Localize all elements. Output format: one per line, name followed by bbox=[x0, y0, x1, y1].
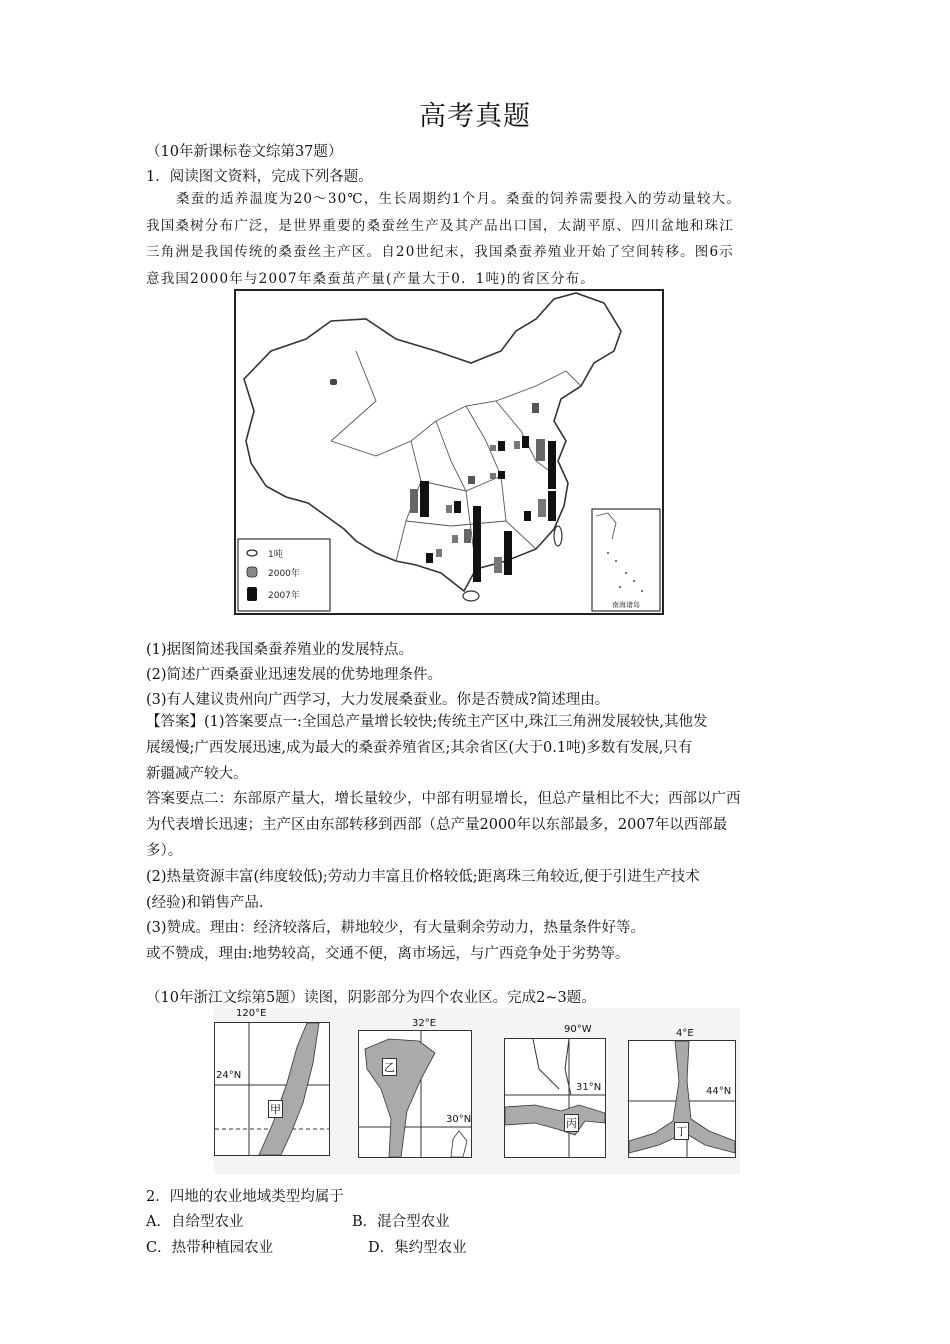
answer-line: 或不赞成，理由:地势较高，交通不便，离市场远，与广西竞争处于劣势等。 bbox=[146, 946, 630, 963]
china-silkworm-map bbox=[234, 289, 664, 615]
agricultural-regions-figure bbox=[214, 1008, 740, 1174]
marker-chongqing bbox=[446, 501, 461, 513]
answer-line: (经验)和销售产品. bbox=[146, 894, 264, 911]
material-line: 三角洲是我国传统的桑蚕丝主产区。自20世纪末，我国桑蚕养殖业开始了空间转移。图6示 bbox=[146, 244, 734, 260]
legend-icon-2007 bbox=[247, 587, 257, 601]
marker-zhejiang bbox=[538, 491, 556, 521]
legend-label: 1吨 bbox=[268, 550, 283, 560]
marker-shandong bbox=[532, 403, 539, 413]
marker-sichuan bbox=[410, 481, 429, 517]
answer-line: 多）。 bbox=[146, 842, 183, 859]
question-source: （10年新课标卷文综第37题） bbox=[146, 144, 343, 160]
marker-jiangxi bbox=[524, 511, 531, 521]
answer-line: 展缓慢;广西发展迅速,成为最大的桑蚕养殖省区;其余省区(大于0.1吨)多数有发展,只有 bbox=[146, 739, 693, 756]
marker-xinjiang bbox=[330, 379, 337, 385]
sub-question: (2)简述广西桑蚕业迅速发展的优势地理条件。 bbox=[146, 667, 443, 683]
legend-label: 2007年 bbox=[268, 591, 300, 601]
marker-shaanxi bbox=[468, 476, 475, 484]
production-markers bbox=[330, 379, 556, 582]
answer-line: (3)赞成。理由：经济较落后，耕地较少，有大量剩余劳动力，热量条件好等。 bbox=[146, 920, 646, 937]
latitude-label: 44°N bbox=[706, 1086, 732, 1097]
question-stem: 1．阅读图文资料，完成下列各题。 bbox=[146, 169, 373, 185]
region-label: 乙 bbox=[382, 1058, 397, 1076]
marker-guizhou bbox=[452, 535, 458, 543]
shaded-region bbox=[259, 1023, 319, 1155]
latitude-label: 24°N bbox=[216, 1070, 242, 1081]
south-china-sea-inset bbox=[592, 509, 660, 611]
shaded-region bbox=[505, 1105, 605, 1135]
marker-henan bbox=[490, 441, 505, 451]
sub-question: (3)有人建议贵州向广西学习，大力发展桑蚕业。你是否赞成?简述理由。 bbox=[146, 692, 610, 708]
region-figure-jia bbox=[214, 1022, 330, 1156]
longitude-label: 120°E bbox=[236, 1008, 267, 1019]
inset-label: 南海诸岛 bbox=[612, 601, 640, 609]
question-stem: 2．四地的农业地域类型均属于 bbox=[146, 1189, 344, 1205]
region-label: 甲 bbox=[268, 1100, 283, 1118]
marker-guangdong bbox=[494, 531, 512, 575]
region-figure-yi bbox=[358, 1030, 472, 1158]
legend-label: 2000年 bbox=[268, 569, 300, 579]
region-figure-bing bbox=[504, 1038, 606, 1158]
page-title: 高考真题 bbox=[419, 101, 531, 132]
marker-jiangsu bbox=[536, 439, 556, 489]
question-intro: （10年浙江文综第5题）读图，阴影部分为四个农业区。完成2~3题。 bbox=[146, 990, 596, 1006]
sub-question: (1)据图简述我国桑蚕养殖业的发展特点。 bbox=[146, 642, 414, 658]
longitude-label: 90°W bbox=[564, 1024, 592, 1035]
marker-yunnan bbox=[426, 549, 442, 563]
option-b[interactable]: B．混合型农业 bbox=[352, 1214, 450, 1230]
option-a[interactable]: A．自给型农业 bbox=[146, 1214, 244, 1230]
legend-icon-2000 bbox=[247, 567, 257, 577]
latitude-label: 30°N bbox=[446, 1114, 472, 1125]
answer-line: 为代表增长迅速；主产区由东部转移到西部（总产量2000年以东部最多，2007年以西部最 bbox=[146, 817, 728, 834]
material-line: 意我国2000年与2007年桑蚕茧产量(产量大于0．1吨)的省区分布。 bbox=[146, 270, 595, 287]
marker-anhui bbox=[514, 436, 529, 449]
option-d[interactable]: D．集约型农业 bbox=[368, 1240, 467, 1256]
shaded-region bbox=[365, 1039, 435, 1157]
material-text bbox=[146, 186, 808, 292]
latitude-label: 31°N bbox=[576, 1082, 602, 1093]
answer-line: 新疆减产较大。 bbox=[146, 765, 248, 782]
answer-line: 答案要点二：东部原产量大，增长量较少，中部有明显增长，但总产量相比不大；西部以广西 bbox=[146, 791, 741, 808]
material-line: 桑蚕的适养温度为20～30℃，生长周期约1个月。桑蚕的饲养需要投入的劳动量较大。 bbox=[176, 191, 742, 207]
answer-line: (2)热量资源丰富(纬度较低);劳动力丰富且价格较低;距离珠三角较近,便于引进生产技术 bbox=[146, 868, 700, 885]
region-figure-ding bbox=[628, 1040, 736, 1158]
map-svg bbox=[236, 291, 662, 613]
region-label: 丁 bbox=[674, 1122, 689, 1140]
material-line: 我国桑树分布广泛，是世界重要的桑蚕丝生产及其产品出口国，太湖平原、四川盆地和珠江 bbox=[146, 217, 734, 234]
option-c[interactable]: C．热带种植园农业 bbox=[146, 1240, 274, 1256]
region-label: 丙 bbox=[564, 1114, 579, 1132]
longitude-label: 32°E bbox=[412, 1018, 437, 1029]
answer-block bbox=[146, 710, 810, 968]
answer-line: 【答案】(1)答案要点一:全国总产量增长较快;传统主产区中,珠江三角洲发展较快,其他发 bbox=[146, 714, 708, 730]
longitude-label: 4°E bbox=[676, 1028, 694, 1039]
